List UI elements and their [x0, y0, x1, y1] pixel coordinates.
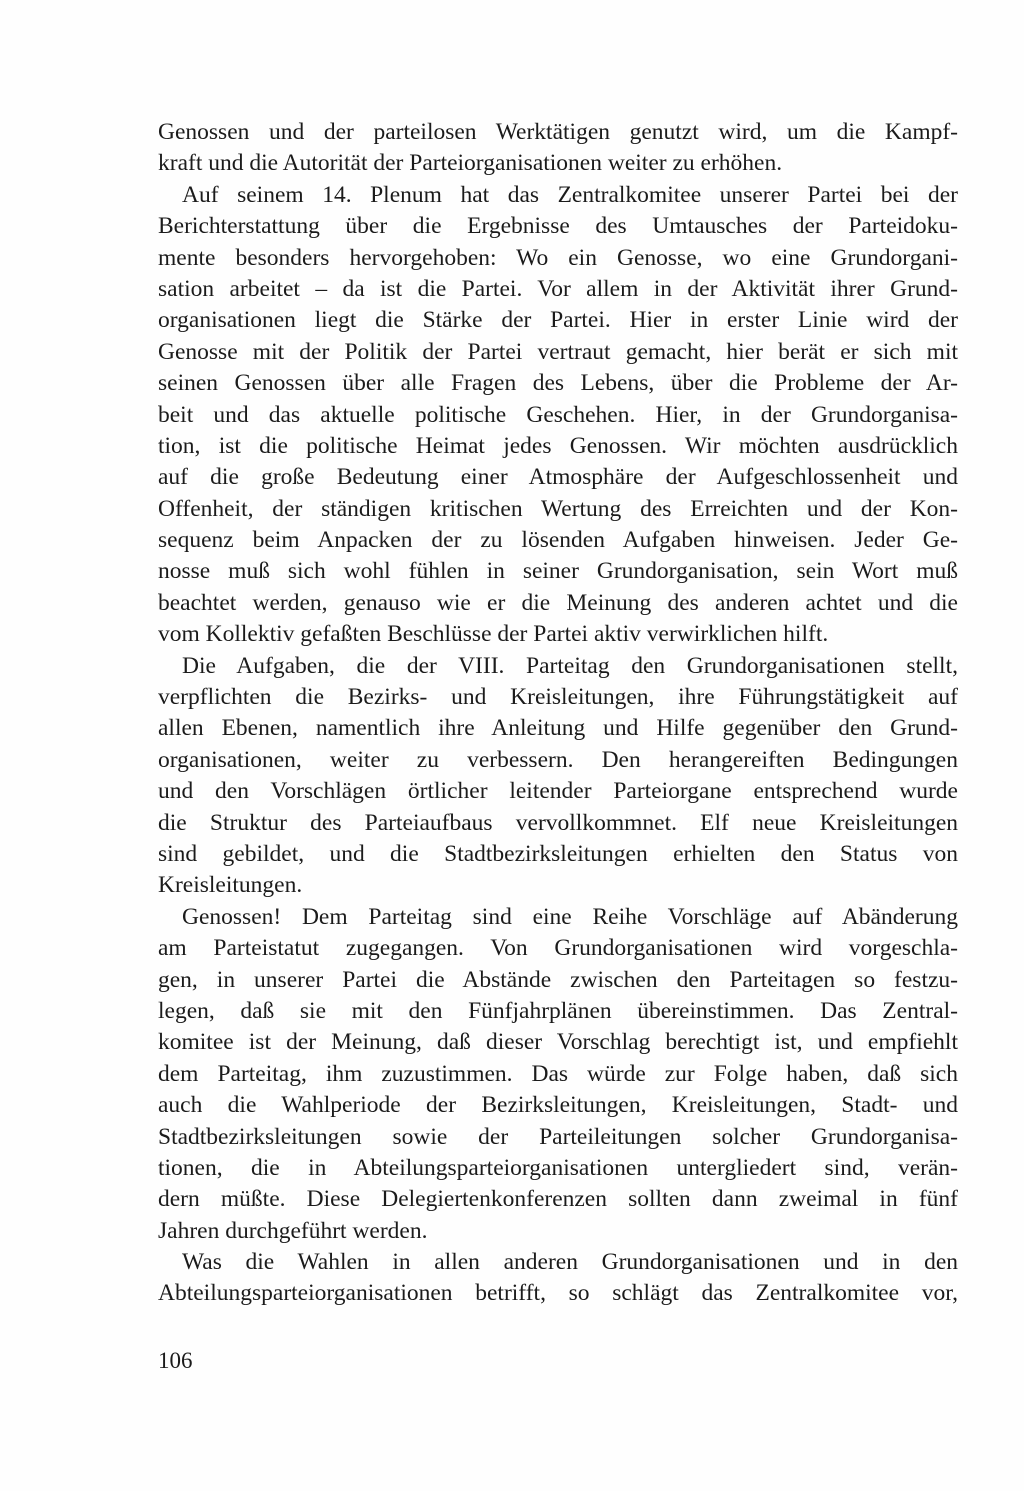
- text-line: auf die große Bedeutung einer Atmosphäre der Aufgeschlossenheit und: [158, 464, 958, 491]
- paragraph-start-line: Auf seinem 14. Plenum hat das Zentralkomitee unserer Partei bei der: [182, 181, 958, 208]
- text-line: am Parteistatut zugegangen. Von Grundorganisationen wird vorgeschla-: [158, 935, 958, 962]
- text-line: Genossen und der parteilosen Werktätigen genutzt wird, um die Kampf-: [158, 119, 958, 145]
- text-line: legen, daß sie mit den Fünfjahrplänen übereinstimmen. Das Zentral-: [158, 997, 958, 1024]
- text-line: dem Parteitag, ihm zuzustimmen. Das würde zur Folge haben, daß sich: [158, 1060, 958, 1087]
- text-line: sequenz beim Anpacken der zu lösenden Aufgaben hinweisen. Jeder Ge-: [158, 527, 958, 554]
- text-line: auch die Wahlperiode der Bezirksleitungen, Kreisleitungen, Stadt- und: [158, 1092, 958, 1119]
- text-line: allen Ebenen, namentlich ihre Anleitung und Hilfe gegenüber den Grund-: [158, 715, 958, 742]
- text-line: mente besonders hervorgehoben: Wo ein Genosse, wo eine Grundorgani-: [158, 244, 958, 271]
- text-line: organisationen liegt die Stärke der Partei. Hier in erster Linie wird der: [158, 307, 958, 334]
- text-line: komitee ist der Meinung, daß dieser Vorschlag berechtigt ist, und empfiehlt: [158, 1029, 958, 1056]
- paragraph-start-line: Was die Wahlen in allen anderen Grundorganisationen und in den: [182, 1249, 958, 1276]
- text-line: tion, ist die politische Heimat jedes Genossen. Wir möchten ausdrücklich: [158, 432, 958, 459]
- text-line: Stadtbezirksleitungen sowie der Parteileitungen solcher Grundorganisa-: [158, 1123, 958, 1150]
- text-line: organisationen, weiter zu verbessern. Den herangereiften Bedingungen: [158, 746, 958, 773]
- text-line: verpflichten die Bezirks- und Kreisleitungen, ihre Führungstätigkeit auf: [158, 684, 958, 711]
- text-line: Genosse mit der Politik der Partei vertraut gemacht, hier berät er sich mit: [158, 338, 958, 365]
- text-line: beit und das aktuelle politische Geschehen. Hier, in der Grundorganisa-: [158, 401, 958, 428]
- text-line: vom Kollektiv gefaßten Beschlüsse der Partei aktiv verwirklichen hilft.: [158, 621, 829, 648]
- paragraph-start-line: Genossen! Dem Parteitag sind eine Reihe Vorschläge auf Abänderung: [182, 903, 958, 930]
- text-line: und den Vorschlägen örtlicher leitender Parteiorgane entsprechend wurde: [158, 778, 958, 805]
- text-line: Abteilungsparteiorganisationen betrifft, so schlägt das Zentralkomitee vor,: [158, 1280, 958, 1307]
- text-line: Kreisleitungen.: [158, 872, 303, 899]
- paragraph-start-line: Die Aufgaben, die der VIII. Parteitag den Grundorganisationen stellt,: [182, 652, 958, 679]
- text-line: Jahren durchgeführt werden.: [158, 1217, 428, 1244]
- text-line: seinen Genossen über alle Fragen des Lebens, über die Probleme der Ar-: [158, 370, 958, 397]
- text-line: gen, in unserer Partei die Abstände zwischen den Parteitagen so festzu-: [158, 966, 958, 993]
- text-line: nosse muß sich wohl fühlen in seiner Grundorganisation, sein Wort muß: [158, 558, 958, 585]
- text-line: sation arbeitet – da ist die Partei. Vor allem in der Aktivität ihrer Grund-: [158, 275, 958, 302]
- text-line: beachtet werden, genauso wie er die Meinung des anderen achtet und die: [158, 589, 958, 616]
- text-line: tionen, die in Abteilungsparteiorganisationen untergliedert sind, verän-: [158, 1154, 958, 1181]
- text-line: Berichterstattung über die Ergebnisse des Umtausches der Parteidoku-: [158, 213, 958, 240]
- text-line: sind gebildet, und die Stadtbezirksleitungen erhielten den Status von: [158, 840, 958, 867]
- text-line: kraft und die Autorität der Parteiorganisationen weiter zu erhöhen.: [158, 150, 783, 177]
- text-line: dern müßte. Diese Delegiertenkonferenzen sollten dann zweimal in fünf: [158, 1186, 958, 1213]
- page-number: 106: [158, 1348, 193, 1373]
- text-line: Offenheit, der ständigen kritischen Wertung des Erreichten und der Kon-: [158, 495, 958, 522]
- body-text: [158, 117, 958, 1310]
- text-line: die Struktur des Parteiaufbaus vervollkommnet. Elf neue Kreisleitungen: [158, 809, 958, 836]
